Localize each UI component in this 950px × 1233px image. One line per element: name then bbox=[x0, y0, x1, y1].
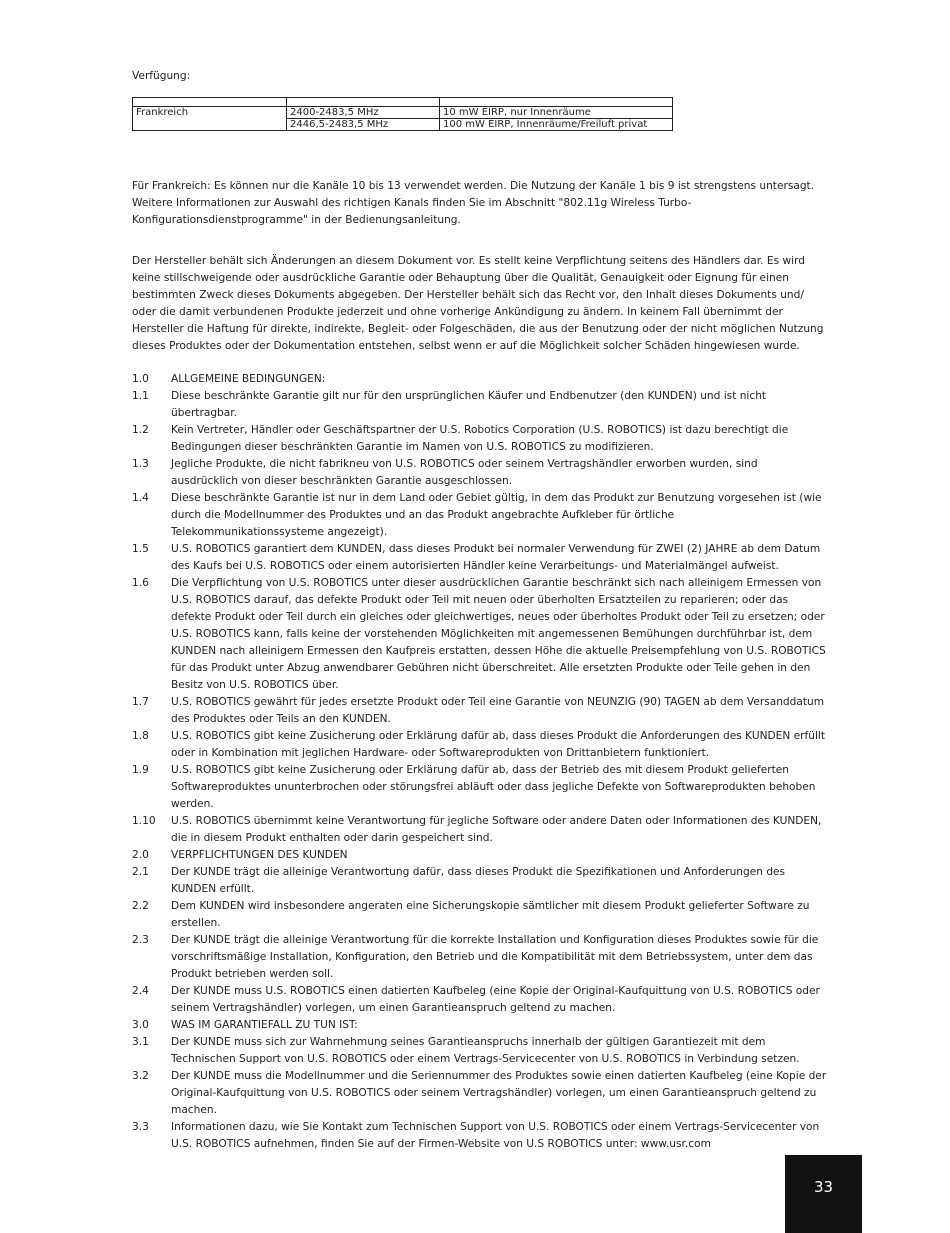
item-number: 1.3 bbox=[132, 458, 149, 470]
item-number: 1.5 bbox=[132, 543, 149, 555]
item-number: 1.0 bbox=[132, 373, 149, 385]
item-number: 1.9 bbox=[132, 764, 149, 776]
item-text: Diese beschränkte Garantie ist nur in dem Land oder Gebiet gültig, in dem das Produkt zur Benutzung vorgesehen ist (wie durch die Modellnummer des Produktes und an das Produkt angebrachte Aufkleber für örtliche Telekommunikationssysteme angezeigt). bbox=[171, 492, 822, 538]
item-text: U.S. ROBOTICS garantiert dem KUNDEN, dass dieses Produkt bei normaler Verwendung für ZWEI (2) JAHRE ab dem Datum des Kaufs bei U.S. ROBOTICS oder einem autorisierten Händler keine Verarbeitungs- und Materialmängel aufweist. bbox=[171, 543, 821, 572]
item-text: Jegliche Produkte, die nicht fabrikneu von U.S. ROBOTICS oder seinem Vertragshändler erworben wurden, sind ausdrücklich von dieser beschränkten Garantie ausgeschlossen. bbox=[171, 458, 758, 487]
france-channel-note: Für Frankreich: Es können nur die Kanäle 10 bis 13 verwendet werden. Die Nutzung der Kanäle 1 bis 9 ist strengstens untersagt. Weitere Informationen zur Auswahl des richtigen Kanals finden Sie im Abschnitt "802.11g Wireless Turbo-Konfigurationsdienstprogramme" in der Bedienungsanleitung. bbox=[132, 180, 815, 226]
list-item bbox=[132, 1119, 827, 1153]
table-row bbox=[133, 107, 673, 119]
item-number: 3.3 bbox=[132, 1121, 149, 1133]
list-item bbox=[132, 422, 827, 456]
list-item bbox=[132, 932, 827, 983]
page-number-badge bbox=[785, 1155, 862, 1233]
list-item bbox=[132, 1017, 827, 1034]
list-item bbox=[132, 1034, 827, 1068]
table-cell: 2400-2483,5 MHz bbox=[287, 107, 440, 119]
item-text: Der KUNDE muss sich zur Wahrnehmung seines Garantieanspruchs innerhalb der gültigen Garantiezeit mit dem Technischen Support von U.S. ROBOTICS oder einem Vertrags-Servicecenter von U.S. ROBOTICS in Verbindung setzen. bbox=[171, 1036, 800, 1065]
item-number: 1.8 bbox=[132, 730, 149, 742]
list-item bbox=[132, 456, 827, 490]
list-item bbox=[132, 847, 827, 864]
item-text: Der KUNDE trägt die alleinige Verantwortung für die korrekte Installation und Konfiguration dieses Produktes sowie für die vorschriftsmäßige Installation, Konfiguration, den Betrieb und die Kompatibilität mit dem Betriebssystem, unter dem das Produkt betrieben werden soll. bbox=[171, 934, 819, 980]
item-text: WAS IM GARANTIEFALL ZU TUN IST: bbox=[171, 1019, 358, 1031]
item-number: 2.4 bbox=[132, 985, 149, 997]
list-item bbox=[132, 490, 827, 541]
item-text: Dem KUNDEN wird insbesondere angeraten eine Sicherungskopie sämtlicher mit diesem Produkt gelieferter Software zu erstellen. bbox=[171, 900, 810, 929]
item-text: VERPFLICHTUNGEN DES KUNDEN bbox=[171, 849, 348, 861]
item-text: U.S. ROBOTICS gewährt für jedes ersetzte Produkt oder Teil eine Garantie von NEUNZIG (90) TAGEN ab dem Versanddatum des Produktes oder Teils an den KUNDEN. bbox=[171, 696, 825, 725]
table-cell: 10 mW EIRP, nur Innenräume bbox=[440, 107, 673, 119]
table-cell: 2446,5-2483,5 MHz bbox=[287, 119, 440, 131]
page-number: 33 bbox=[813, 1178, 834, 1196]
manufacturer-disclaimer: Der Hersteller behält sich Änderungen an diesem Dokument vor. Es stellt keine Verpflichtung seitens des Händlers dar. Es wird keine stillschweigende oder ausdrückliche Garantie oder Behauptung über die Qualität, Genauigkeit oder Eignung für einen bestimmten Zweck dieses Dokuments abgegeben. Der Hersteller behält sich das Recht vor, den Inhalt dieses Dokuments und/ oder die damit verbundenen Produkte jederzeit und ohne vorherige Ankündigung zu ändern. In keinem Fall übernimmt der Hersteller die Haftung für direkte, indirekte, Begleit- oder Folgeschäden, die aus der Benutzung oder der nicht möglichen Nutzung dieses Produktes oder der Dokumentation entstehen, selbst wenn er auf die Möglichkeit solcher Schäden hingewiesen wurde. bbox=[132, 255, 824, 352]
list-item bbox=[132, 694, 827, 728]
item-number: 2.0 bbox=[132, 849, 149, 861]
table-cell bbox=[133, 119, 287, 131]
item-number: 1.1 bbox=[132, 390, 149, 402]
list-item bbox=[132, 371, 827, 388]
warranty-terms-list bbox=[132, 371, 827, 1153]
table-cell: Frankreich bbox=[133, 107, 287, 119]
table-cell: 100 mW EIRP, Innenräume/Freiluft privat bbox=[440, 119, 673, 131]
table-row bbox=[133, 119, 673, 131]
list-item bbox=[132, 813, 827, 847]
list-item bbox=[132, 983, 827, 1017]
item-text: Diese beschränkte Garantie gilt nur für den ursprünglichen Käufer und Endbenutzer (den KUNDEN) und ist nicht übertragbar. bbox=[171, 390, 767, 419]
frequency-table bbox=[132, 97, 673, 131]
item-number: 2.3 bbox=[132, 934, 149, 946]
item-text: U.S. ROBOTICS gibt keine Zusicherung oder Erklärung dafür ab, dass dieses Produkt die Anforderungen des KUNDEN erfüllt oder in Kombination mit jeglichen Hardware- oder Softwareprodukten von Drittanbietern funktioniert. bbox=[171, 730, 826, 759]
list-item bbox=[132, 898, 827, 932]
item-text: Kein Vertreter, Händler oder Geschäftspartner der U.S. Robotics Corporation (U.S. ROBOTICS) ist dazu berechtigt die Bedingungen dieser beschränkten Garantie im Namen von U.S. ROBOTICS zu modifizieren. bbox=[171, 424, 789, 453]
list-item bbox=[132, 864, 827, 898]
item-number: 1.6 bbox=[132, 577, 149, 589]
item-text: Der KUNDE muss U.S. ROBOTICS einen datierten Kaufbeleg (eine Kopie der Original-Kaufquittung von U.S. ROBOTICS oder seinem Vertragshändler) vorlegen, um einen Garantieanspruch geltend zu machen. bbox=[171, 985, 820, 1014]
item-number: 2.1 bbox=[132, 866, 149, 878]
item-text: U.S. ROBOTICS gibt keine Zusicherung oder Erklärung dafür ab, dass der Betrieb des mit diesem Produkt gelieferten Softwareproduktes ununterbrochen oder störungsfrei abläuft oder dass jegliche Defekte von Softwareprodukten behoben werden. bbox=[171, 764, 816, 810]
table-header-row bbox=[133, 98, 673, 107]
item-number: 1.7 bbox=[132, 696, 149, 708]
list-item bbox=[132, 541, 827, 575]
list-item bbox=[132, 388, 827, 422]
item-number: 2.2 bbox=[132, 900, 149, 912]
item-number: 3.2 bbox=[132, 1070, 149, 1082]
item-text: ALLGEMEINE BEDINGUNGEN: bbox=[171, 373, 326, 385]
list-item bbox=[132, 1068, 827, 1119]
item-number: 3.0 bbox=[132, 1019, 149, 1031]
item-text: Informationen dazu, wie Sie Kontakt zum Technischen Support von U.S. ROBOTICS oder einem Vertrags-Servicecenter von U.S. ROBOTICS aufnehmen, finden Sie auf der Firmen-Website von U.S ROBOTICS unter: www.usr.com bbox=[171, 1121, 820, 1150]
item-number: 1.4 bbox=[132, 492, 149, 504]
item-number: 3.1 bbox=[132, 1036, 149, 1048]
item-text: Der KUNDE muss die Modellnummer und die Seriennummer des Produktes sowie einen datierten Kaufbeleg (eine Kopie der Original-Kaufquittung von U.S. ROBOTICS oder seinem Vertragshändler) vorlegen, um einen Garantieanspruch geltend zu machen. bbox=[171, 1070, 827, 1116]
intro-text: Verfügung: bbox=[132, 70, 191, 82]
list-item bbox=[132, 575, 827, 694]
item-text: Der KUNDE trägt die alleinige Verantwortung dafür, dass dieses Produkt die Spezifikationen und Anforderungen des KUNDEN erfüllt. bbox=[171, 866, 786, 895]
item-text: Die Verpflichtung von U.S. ROBOTICS unter dieser ausdrücklichen Garantie beschränkt sich nach alleinigem Ermessen von U.S. ROBOTICS darauf, das defekte Produkt oder Teil mit neuen oder überholten Ersatzteilen zu reparieren; oder das defekte Produkt oder Teil durch ein gleiches oder gleichwertiges, neues oder überholtes Produkt oder Teil zu ersetzen; oder U.S. ROBOTICS kann, falls keine der vorstehenden Möglichkeiten mit angemessenen Bemühungen durchführbar ist, dem KUNDEN nach alleinigem Ermessen den Kaufpreis erstatten, dessen Höhe die aktuelle Preisempfehlung von U.S. ROBOTICS für das Produkt unter Abzug anwendbarer Gebühren nicht überschreitet. Alle ersetzten Produkte oder Teile gehen in den Besitz von U.S. ROBOTICS über. bbox=[171, 577, 826, 691]
list-item bbox=[132, 728, 827, 762]
item-number: 1.2 bbox=[132, 424, 149, 436]
item-number: 1.10 bbox=[132, 815, 156, 827]
list-item bbox=[132, 762, 827, 813]
item-text: U.S. ROBOTICS übernimmt keine Verantwortung für jegliche Software oder andere Daten oder Informationen des KUNDEN, die in diesem Produkt enthalten oder darin gespeichert sind. bbox=[171, 815, 822, 844]
